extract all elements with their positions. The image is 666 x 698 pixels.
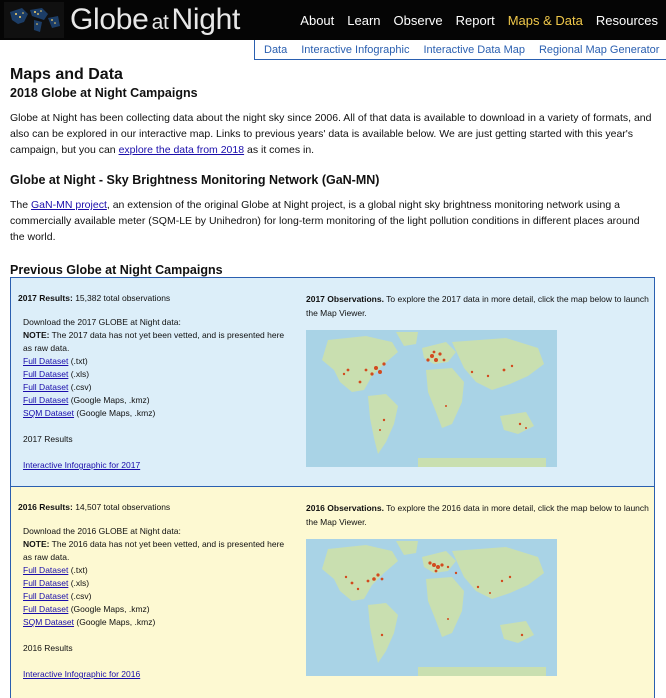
sub-nav — [254, 40, 666, 60]
note — [23, 329, 288, 355]
main-nav — [287, 0, 658, 40]
campaign-2017-downloads — [18, 292, 288, 472]
subnav-regional-map-generator[interactable]: Regional Map Generator — [538, 43, 660, 56]
explore-2018-link[interactable]: explore the data from 2018 — [118, 144, 245, 156]
observation-map-2016[interactable] — [306, 539, 557, 676]
download-intro: Download the 2017 GLOBE at Night data: — [23, 317, 181, 327]
obs-label: 2016 Observations. — [306, 503, 384, 513]
results-label: 2017 Results: — [18, 293, 73, 303]
dataset-row — [23, 368, 288, 381]
campaign-2017-observations — [306, 292, 651, 320]
dataset-format: (Google Maps, .kmz) — [68, 604, 150, 614]
intro-text: Globe at Night has been collecting data about the night sky since 2006. All of that data is available to download in a variety of formats, and also can be explored in our interactive map. Links to previous years' data is available below. We are just getting started with this year's campaign, but you can — [10, 112, 652, 156]
subnav-data[interactable]: Data — [264, 43, 288, 56]
dataset-format: (Google Maps, .kmz) — [74, 408, 156, 418]
nav-observe[interactable]: Observe — [393, 12, 443, 28]
full-dataset-csv-link[interactable]: Full Dataset — [23, 382, 69, 392]
gan-mn-link[interactable]: GaN-MN project — [31, 199, 107, 211]
sqm-dataset-kmz-link[interactable]: SQM Dataset — [23, 617, 75, 627]
infographic-2017-link[interactable]: Interactive Infographic for 2017 — [23, 460, 141, 470]
dataset-row — [23, 603, 288, 616]
page-subtitle: 2018 Globe at Night Campaigns — [10, 86, 198, 100]
network-pre: The — [10, 199, 32, 211]
dataset-format: (.csv) — [68, 382, 92, 392]
subnav-interactive-infographic[interactable]: Interactive Infographic — [301, 43, 410, 56]
results-line: 2017 Results — [23, 434, 73, 444]
full-dataset-csv-link[interactable]: Full Dataset — [23, 591, 69, 601]
subnav-interactive-data-map[interactable]: Interactive Data Map — [423, 43, 525, 56]
results-count: 15,382 total observations — [75, 293, 171, 303]
network-heading: Globe at Night - Sky Brightness Monitoring Network (GaN-MN) — [10, 173, 380, 187]
note-label: NOTE: — [23, 539, 50, 549]
logo-word-night: Night — [171, 3, 241, 36]
campaigns-heading: Previous Globe at Night Campaigns — [10, 263, 223, 277]
campaign-2017-panel — [10, 277, 655, 486]
full-dataset-xls-link[interactable]: Full Dataset — [23, 578, 69, 588]
nav-learn[interactable]: Learn — [347, 12, 381, 28]
dataset-format: (.txt) — [68, 356, 88, 366]
nav-maps-and-data[interactable]: Maps & Data — [507, 12, 583, 28]
obs-text: To explore the 2017 data in more detail, click the map below to launch the Map Viewer. — [306, 294, 649, 318]
dataset-row — [23, 407, 288, 420]
full-dataset-xls-link[interactable]: Full Dataset — [23, 369, 69, 379]
obs-label: 2017 Observations. — [306, 294, 384, 304]
obs-text: To explore the 2016 data in more detail, click the map below to launch the Map Viewer. — [306, 503, 649, 527]
dataset-row — [23, 564, 288, 577]
full-dataset-txt-link[interactable]: Full Dataset — [23, 565, 69, 575]
infographic-2016-link[interactable]: Interactive Infographic for 2016 — [23, 669, 141, 679]
campaign-2016-panel — [10, 486, 655, 698]
dataset-format: (Google Maps, .kmz) — [68, 395, 150, 405]
network-paragraph — [10, 197, 655, 245]
results-summary — [18, 501, 288, 514]
intro-end-text: as it comes in. — [244, 144, 315, 156]
full-dataset-kmz-link[interactable]: Full Dataset — [23, 604, 69, 614]
results-count: 14,507 total observations — [75, 502, 171, 512]
dataset-row — [23, 616, 288, 629]
nav-resources[interactable]: Resources — [595, 12, 658, 28]
download-intro: Download the 2016 GLOBE at Night data: — [23, 526, 181, 536]
dataset-format: (Google Maps, .kmz) — [74, 617, 156, 627]
note-text: The 2016 data has not yet been vetted, and is presented here as raw data. — [23, 539, 285, 562]
nav-report[interactable]: Report — [455, 12, 495, 28]
network-text: , an extension of the original Globe at Night project, is a global night sky brightness monitoring network using a commercially available meter (SQM-LE by Unihedron) for long-term monitoring of the light pollution conditions in different places around the world. — [10, 199, 640, 243]
globe-logo-icon[interactable] — [4, 2, 64, 38]
note — [23, 538, 288, 564]
page-title: Maps and Data — [10, 66, 123, 83]
dataset-format: (.xls) — [68, 369, 90, 379]
logo-word-at: at — [151, 11, 169, 34]
full-dataset-kmz-link[interactable]: Full Dataset — [23, 395, 69, 405]
campaign-2016-downloads — [18, 501, 288, 681]
dataset-format: (.txt) — [68, 565, 88, 575]
dataset-row — [23, 381, 288, 394]
intro-paragraph — [10, 110, 655, 158]
site-logo[interactable] — [70, 2, 240, 38]
dataset-row — [23, 577, 288, 590]
results-summary — [18, 292, 288, 305]
dataset-format: (.csv) — [68, 591, 92, 601]
main-content — [10, 66, 655, 245]
note-text: The 2017 data has not yet been vetted, and is presented here as raw data. — [23, 330, 285, 353]
nav-about[interactable]: About — [300, 12, 335, 28]
logo-word-globe: Globe — [70, 3, 149, 36]
dataset-row — [23, 394, 288, 407]
observation-map-2017[interactable] — [306, 330, 557, 467]
dataset-row — [23, 355, 288, 368]
sqm-dataset-kmz-link[interactable]: SQM Dataset — [23, 408, 75, 418]
note-label: NOTE: — [23, 330, 50, 340]
results-label: 2016 Results: — [18, 502, 73, 512]
campaign-2016-observations — [306, 501, 651, 529]
site-header — [0, 0, 666, 40]
dataset-row — [23, 590, 288, 603]
full-dataset-txt-link[interactable]: Full Dataset — [23, 356, 69, 366]
dataset-format: (.xls) — [68, 578, 90, 588]
results-line: 2016 Results — [23, 643, 73, 653]
